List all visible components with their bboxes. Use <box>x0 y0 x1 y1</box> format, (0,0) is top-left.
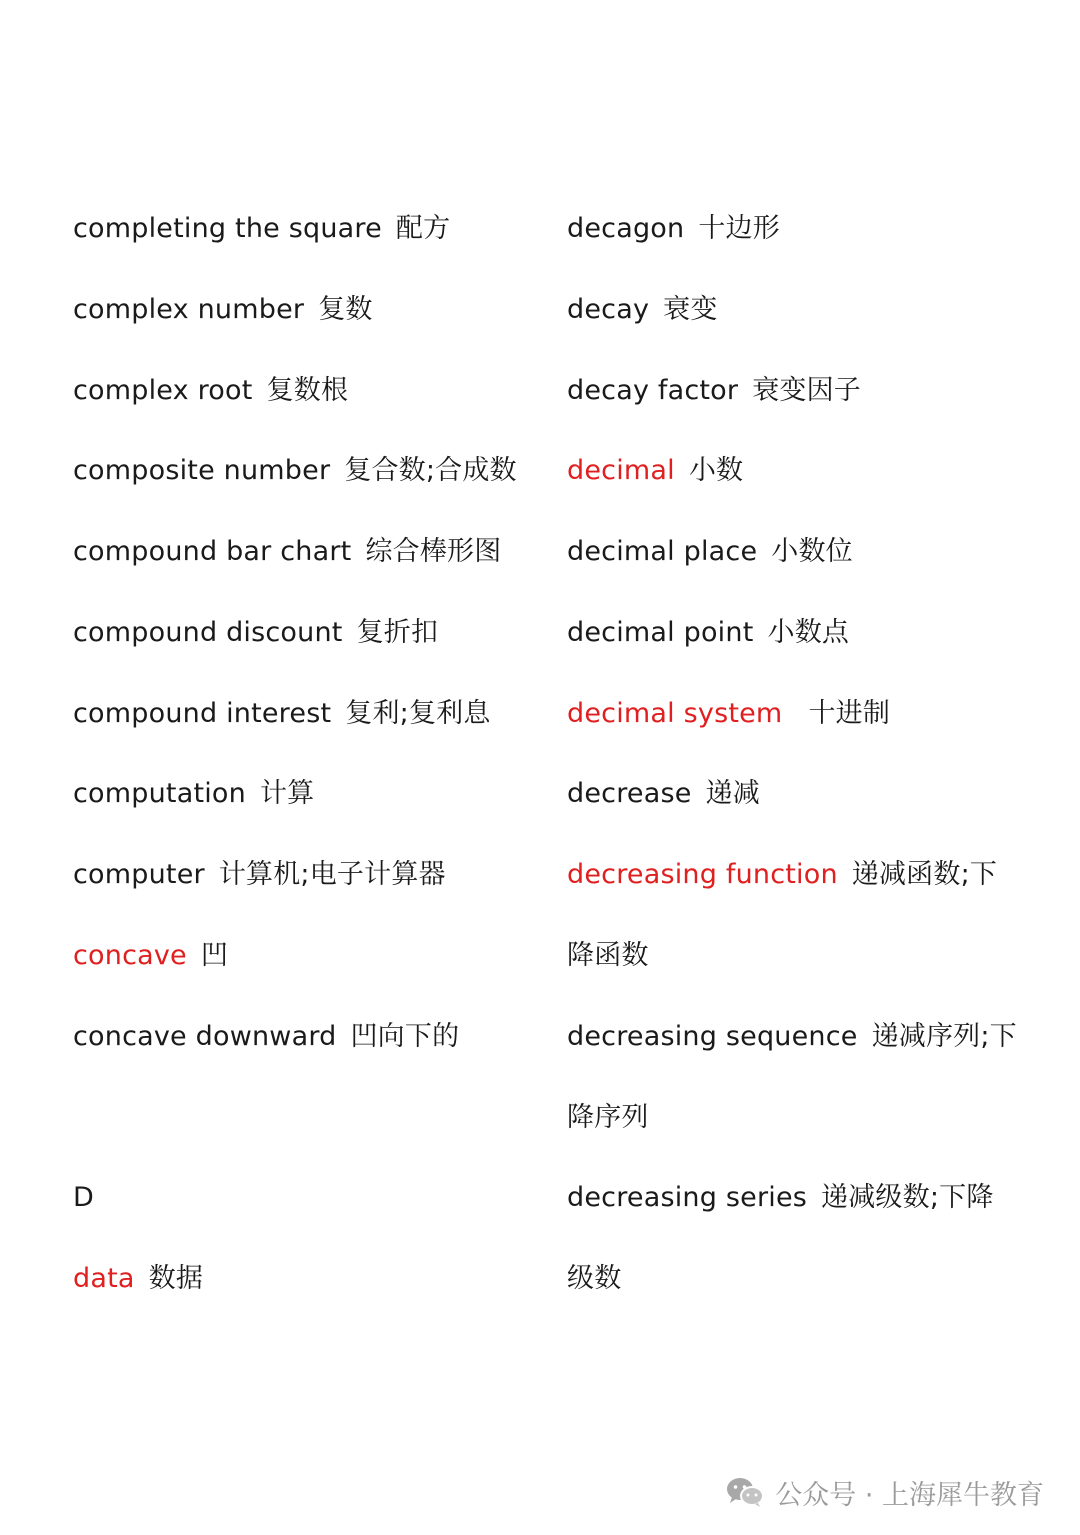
watermark-text: 公众号 · 上海犀牛教育 <box>775 1479 1044 1511</box>
glossary-entry <box>567 777 760 811</box>
entry-term: compound bar chart <box>73 536 352 567</box>
entry-translation: 级数 <box>567 1263 622 1294</box>
entry-translation: 递减级数;下降 <box>821 1182 994 1213</box>
glossary-entry <box>73 293 373 327</box>
entry-term: decimal point <box>567 617 754 648</box>
entry-term: compound interest <box>73 698 332 729</box>
glossary-entry <box>567 616 849 650</box>
glossary-entry <box>73 858 446 892</box>
entry-translation: 凹 <box>200 940 229 971</box>
entry-term: decreasing sequence <box>567 1021 858 1052</box>
entry-term: decreasing series <box>567 1182 808 1213</box>
entry-translation: 数据 <box>148 1263 204 1294</box>
glossary-entry <box>567 293 718 327</box>
wechat-icon <box>725 1476 765 1508</box>
entry-translation: 复合数;合成数 <box>344 455 517 486</box>
entry-term: decimal place <box>567 536 758 567</box>
entry-translation: 复数 <box>318 294 373 325</box>
entry-translation: 复利;复利息 <box>345 698 491 729</box>
entry-term: concave <box>73 940 187 971</box>
entry-translation: 十进制 <box>808 698 891 729</box>
entry-term: complex root <box>73 375 253 406</box>
entry-term: decreasing function <box>567 859 838 890</box>
entry-translation: 递减 <box>705 778 760 809</box>
entry-translation: 计算 <box>259 778 315 809</box>
glossary-entry <box>567 697 890 731</box>
entry-term: completing the square <box>73 213 382 244</box>
entry-term: composite number <box>73 455 331 486</box>
entry-translation: 降序列 <box>567 1102 649 1133</box>
entry-translation: 综合棒形图 <box>365 536 502 567</box>
glossary-entry <box>567 535 853 569</box>
glossary-entry-continuation <box>567 1101 649 1135</box>
entry-term: compound discount <box>73 617 343 648</box>
wechat-watermark <box>725 1474 1044 1510</box>
entry-term: decagon <box>567 213 685 244</box>
glossary-entry <box>73 1020 459 1054</box>
glossary-entry-continuation <box>567 1262 621 1296</box>
entry-translation: 小数 <box>688 455 744 486</box>
entry-translation: 递减序列;下 <box>871 1021 1017 1052</box>
entry-translation: 衰变 <box>663 294 718 325</box>
entry-term: decimal system <box>567 698 783 729</box>
section-heading: D <box>73 1182 94 1213</box>
glossary-entry <box>567 212 780 246</box>
glossary-entry <box>567 454 743 488</box>
glossary-entry <box>73 616 438 650</box>
entry-term: decrease <box>567 778 692 809</box>
entry-term: decay <box>567 294 650 325</box>
glossary-entry <box>73 697 491 731</box>
glossary-entry-continuation <box>567 939 649 973</box>
glossary-entry <box>73 1262 203 1296</box>
entry-translation: 降函数 <box>567 940 649 971</box>
entry-term: data <box>73 1263 135 1294</box>
entry-term: decimal <box>567 455 675 486</box>
glossary-entry <box>567 858 997 892</box>
entry-term: complex number <box>73 294 305 325</box>
glossary-entry <box>73 212 450 246</box>
glossary-entry <box>73 939 228 973</box>
entry-translation: 复折扣 <box>356 617 439 648</box>
entry-translation: 衰变因子 <box>752 375 862 406</box>
entry-translation: 小数点 <box>767 617 850 648</box>
glossary-entry <box>567 1181 994 1215</box>
entry-term: decay factor <box>567 375 739 406</box>
entry-term: concave downward <box>73 1021 337 1052</box>
entry-translation: 十边形 <box>698 213 780 244</box>
entry-term: computer <box>73 859 205 890</box>
entry-translation: 小数位 <box>771 536 853 567</box>
entry-translation: 复数根 <box>266 375 349 406</box>
glossary-entry <box>73 374 348 408</box>
glossary-entry <box>73 777 314 811</box>
glossary-entry <box>73 454 517 488</box>
glossary-entry <box>567 374 861 408</box>
entry-translation: 凹向下的 <box>350 1021 460 1052</box>
entry-translation: 计算机;电子计算器 <box>218 859 446 890</box>
section-letter <box>73 1181 94 1215</box>
entry-translation: 配方 <box>395 213 451 244</box>
entry-term: computation <box>73 778 246 809</box>
glossary-entry <box>73 535 501 569</box>
entry-translation: 递减函数;下 <box>851 859 998 890</box>
glossary-entry <box>567 1020 1017 1054</box>
